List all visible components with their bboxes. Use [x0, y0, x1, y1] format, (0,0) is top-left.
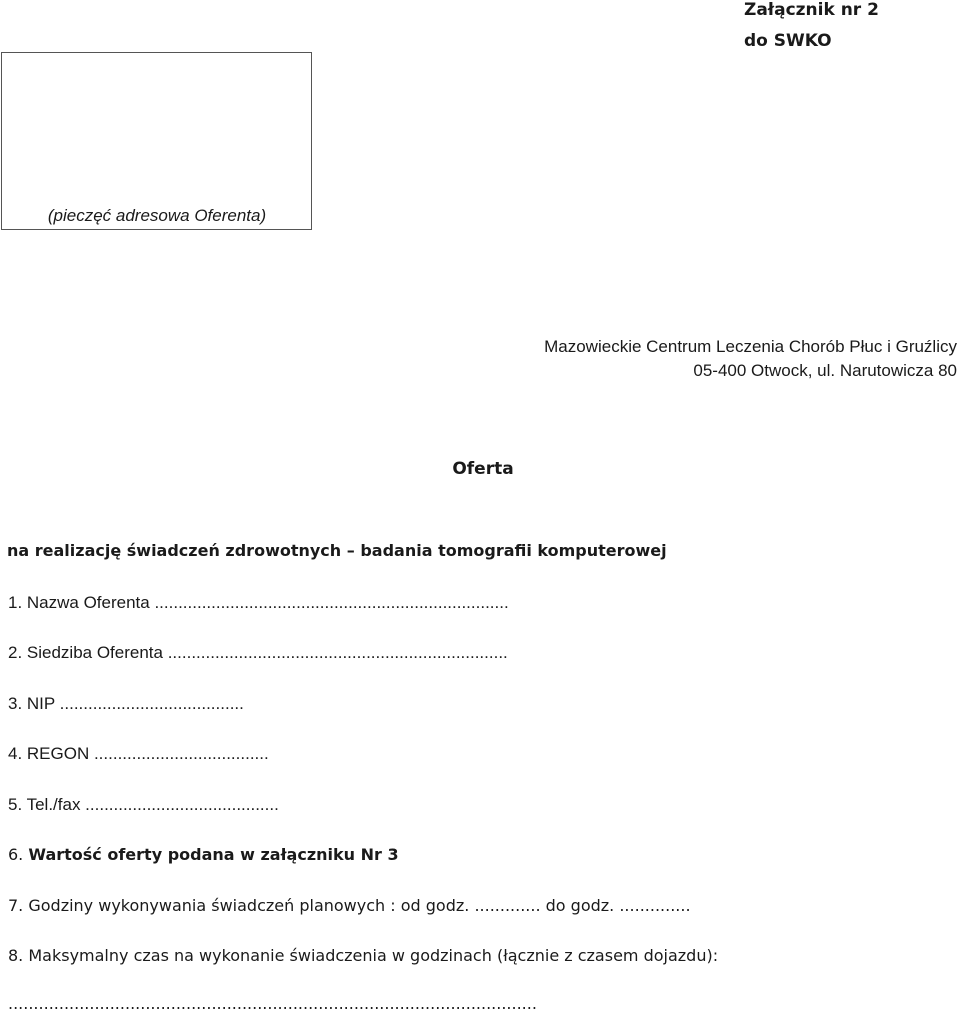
offer-subject: na realizację świadczeń zdrowotnych – badania tomografii komputerowej: [7, 541, 667, 560]
field-regon: 4. REGON .....................................: [8, 744, 269, 763]
field-nip: 3. NIP .......................................: [8, 694, 244, 713]
stamp-caption: (pieczęć adresowa Oferenta): [47, 206, 267, 225]
recipient-address: 05-400 Otwock, ul. Narutowicza 80: [693, 361, 957, 380]
annex-reference: do SWKO: [744, 31, 832, 51]
field-max-time: 8. Maksymalny czas na wykonanie świadczenia w godzinach (łącznie z czasem dojazdu):: [8, 946, 719, 965]
field-offer-value-label: Wartość oferty podana w załączniku Nr 3: [28, 845, 399, 864]
field-bidder-name: 1. Nazwa Oferenta ...........................................................................: [8, 593, 509, 612]
field-offer-value-number: 6.: [8, 845, 24, 864]
field-max-time-blank: ........................................................................................................: [8, 994, 537, 1013]
recipient-name: Mazowieckie Centrum Leczenia Chorób Płuc i Gruźlicy: [544, 337, 957, 356]
offer-title: Oferta: [452, 459, 514, 479]
field-bidder-seat: 2. Siedziba Oferenta ........................................................................: [8, 643, 508, 662]
field-tel-fax: 5. Tel./fax .........................................: [8, 795, 279, 814]
stamp-box: [1, 52, 312, 230]
annex-number: Załącznik nr 2: [744, 0, 879, 20]
field-working-hours: 7. Godziny wykonywania świadczeń planowych : od godz. ............. do godz. ..............: [8, 896, 691, 915]
field-offer-value: [8, 845, 399, 864]
